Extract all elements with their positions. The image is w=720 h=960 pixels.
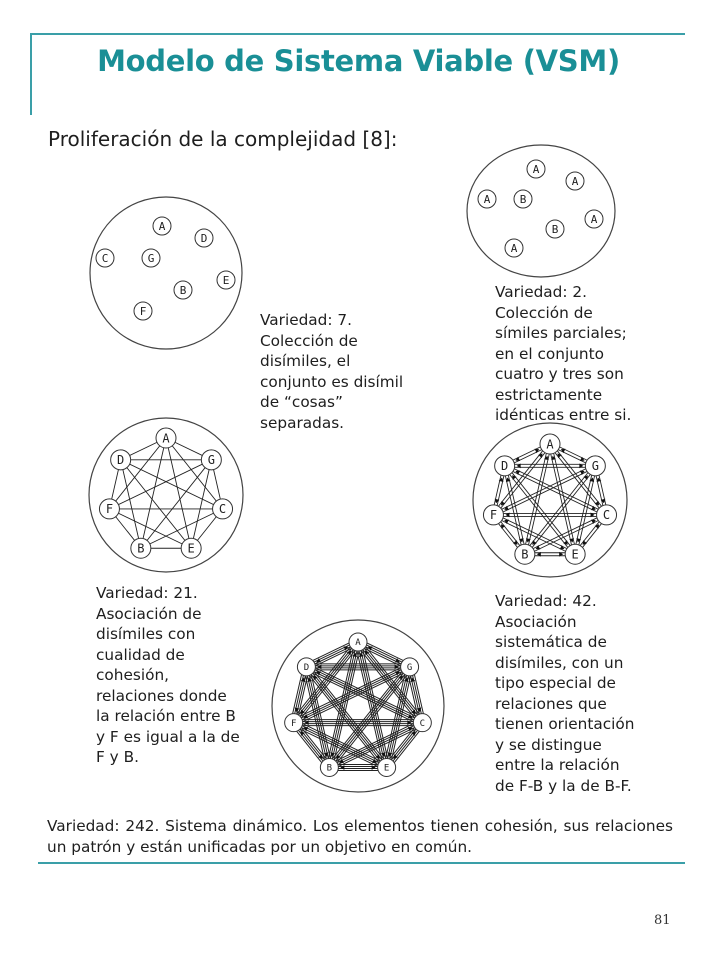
text-variety-242: Variedad: 242. Sistema dinámico. Los elementos tienen cohesión, sus relaciones un patrón y están unificadas por un objetivo en común.: [47, 817, 673, 856]
node-d: [495, 456, 515, 476]
frame-top-line: [30, 33, 685, 35]
svg-text:B: B: [521, 547, 529, 562]
node-a: [585, 210, 603, 228]
svg-text:A: A: [355, 638, 361, 649]
node-f: [285, 714, 303, 732]
svg-text:D: D: [117, 453, 125, 468]
node-g: [585, 456, 605, 476]
svg-text:F: F: [139, 304, 147, 318]
svg-text:A: A: [483, 192, 491, 206]
svg-text:A: A: [158, 219, 166, 233]
svg-text:B: B: [551, 222, 559, 236]
node-a: [566, 172, 584, 190]
node-a: [540, 434, 560, 454]
svg-text:E: E: [571, 547, 579, 562]
svg-text:A: A: [162, 431, 170, 446]
svg-text:B: B: [137, 541, 145, 556]
svg-text:A: A: [546, 437, 554, 452]
node-e: [217, 271, 235, 289]
node-a: [478, 190, 496, 208]
node-f: [99, 499, 119, 519]
diagram-graph-dynamic: [270, 617, 450, 797]
svg-text:F: F: [105, 502, 114, 517]
node-a: [156, 428, 176, 448]
node-c: [213, 499, 233, 519]
svg-text:B: B: [179, 283, 187, 297]
node-g: [142, 249, 160, 267]
svg-text:G: G: [207, 453, 215, 468]
node-a: [153, 217, 171, 235]
node-d: [111, 450, 131, 470]
node-b: [546, 220, 564, 238]
svg-text:A: A: [510, 241, 518, 255]
node-c: [96, 249, 114, 267]
slide-subtitle: Proliferación de la complejidad [8]:: [48, 127, 398, 151]
diagram-scattered-similar: [463, 142, 623, 282]
diagram-graph-directed: [470, 420, 630, 580]
text-variety-7: Variedad: 7. Colección de disímiles, el conjunto es disímil de “cosas” separadas.: [260, 311, 404, 432]
svg-text:F: F: [290, 718, 297, 729]
svg-text:D: D: [303, 663, 310, 674]
node-f: [134, 302, 152, 320]
text-variety-2: Variedad: 2. Colección de símiles parciales; en el conjunto cuatro y tres son estrictamente idénticas entre si.: [495, 283, 632, 424]
svg-text:C: C: [602, 508, 611, 523]
node-d: [297, 658, 315, 676]
diagram-graph-simple: [88, 416, 248, 576]
node-a: [349, 633, 367, 651]
svg-text:C: C: [101, 251, 109, 265]
node-g: [201, 450, 221, 470]
slide-title: Modelo de Sistema Viable (VSM): [97, 44, 620, 78]
svg-text:A: A: [532, 162, 540, 176]
node-b: [131, 538, 151, 558]
svg-text:D: D: [200, 231, 208, 245]
svg-text:C: C: [218, 502, 227, 517]
node-g: [401, 658, 419, 676]
svg-text:C: C: [419, 718, 426, 729]
node-c: [597, 505, 617, 525]
svg-text:E: E: [187, 541, 195, 556]
svg-text:A: A: [571, 174, 579, 188]
node-b: [174, 281, 192, 299]
page-number: 81: [654, 913, 671, 928]
svg-text:G: G: [147, 251, 155, 265]
node-c: [413, 714, 431, 732]
svg-text:F: F: [489, 508, 498, 523]
footer-line: [38, 862, 685, 864]
node-b: [320, 758, 338, 776]
svg-text:B: B: [326, 763, 333, 774]
node-b: [515, 544, 535, 564]
svg-text:E: E: [383, 763, 390, 774]
node-e: [181, 538, 201, 558]
node-f: [483, 505, 503, 525]
node-a: [527, 160, 545, 178]
text-variety-42: Variedad: 42. Asociación sistemática de disímiles, con un tipo especial de relaciones que tienen orientación y se distingue entre la relación de F-B y la de B-F.: [495, 592, 635, 795]
diagram-scattered-distinct: [87, 193, 247, 353]
node-e: [378, 758, 396, 776]
svg-text:G: G: [406, 663, 413, 674]
svg-text:D: D: [501, 459, 509, 474]
svg-text:A: A: [590, 212, 598, 226]
svg-text:E: E: [222, 273, 230, 287]
node-d: [195, 229, 213, 247]
svg-text:G: G: [591, 459, 599, 474]
text-variety-21: Variedad: 21. Asociación de disímiles con cualidad de cohesión, relaciones donde la relación entre B y F es igual a la de F y B.: [96, 584, 240, 766]
node-b: [514, 190, 532, 208]
svg-text:B: B: [519, 192, 527, 206]
node-e: [565, 544, 585, 564]
node-a: [505, 239, 523, 257]
